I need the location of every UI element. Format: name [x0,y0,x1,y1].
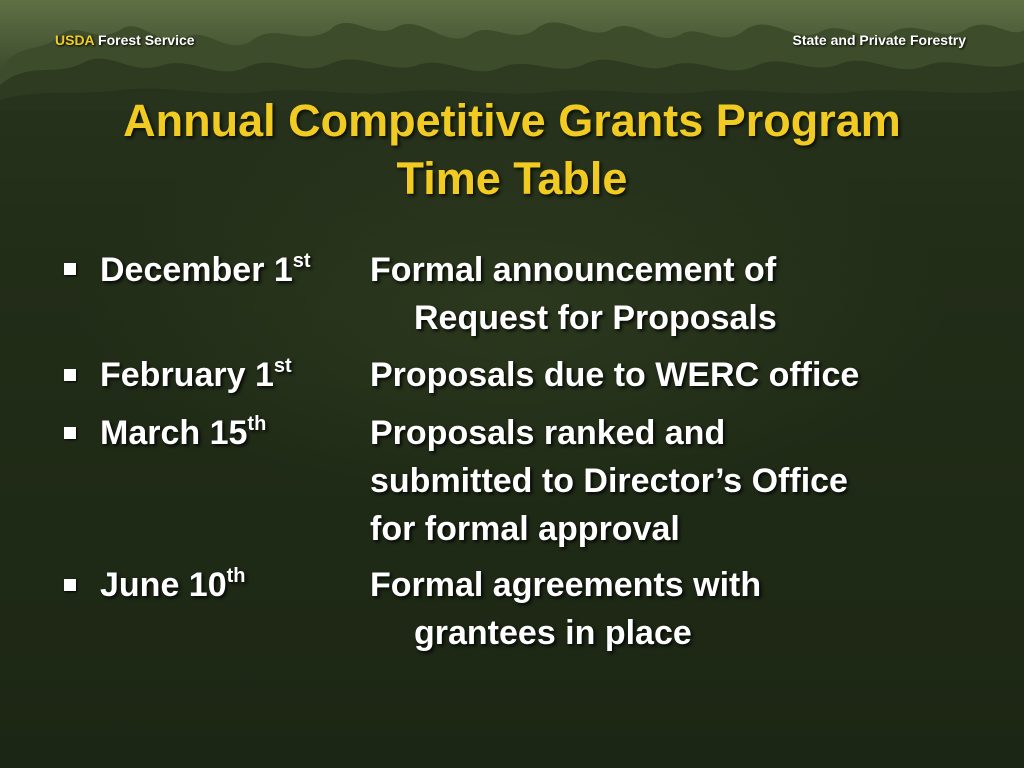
description-line: grantees in place [414,614,692,652]
date-suffix: st [273,355,292,377]
bullet-icon [64,427,76,439]
description-line: submitted to Director’s Office [370,462,848,500]
date-suffix: th [247,413,267,435]
description-line: Formal announcement of [370,251,777,289]
bullet-icon [64,369,76,381]
description [370,351,970,399]
header-division: State and Private Forestry [792,32,966,48]
description [370,409,970,553]
date-label: December 1st [100,250,311,289]
date-suffix: st [292,250,311,272]
bullet-icon [64,263,76,275]
description [370,561,970,657]
description-line: for formal approval [370,510,680,548]
description-line: Request for Proposals [414,299,777,337]
title-line-2: Time Table [396,153,628,204]
description-line: Proposals due to WERC office [370,356,860,394]
forest-service-label: Forest Service [98,32,195,48]
bullet-icon [64,579,76,591]
description-line: Formal agreements with [370,566,762,604]
title-line-1: Annual Competitive Grants Program [123,95,901,146]
date-label: February 1st [100,355,292,394]
date-suffix: th [226,565,246,587]
usda-label: USDA [55,32,95,48]
date-label: March 15th [100,413,267,452]
date-label: June 10th [100,565,246,604]
description-line: Proposals ranked and [370,414,726,452]
description [370,246,970,342]
